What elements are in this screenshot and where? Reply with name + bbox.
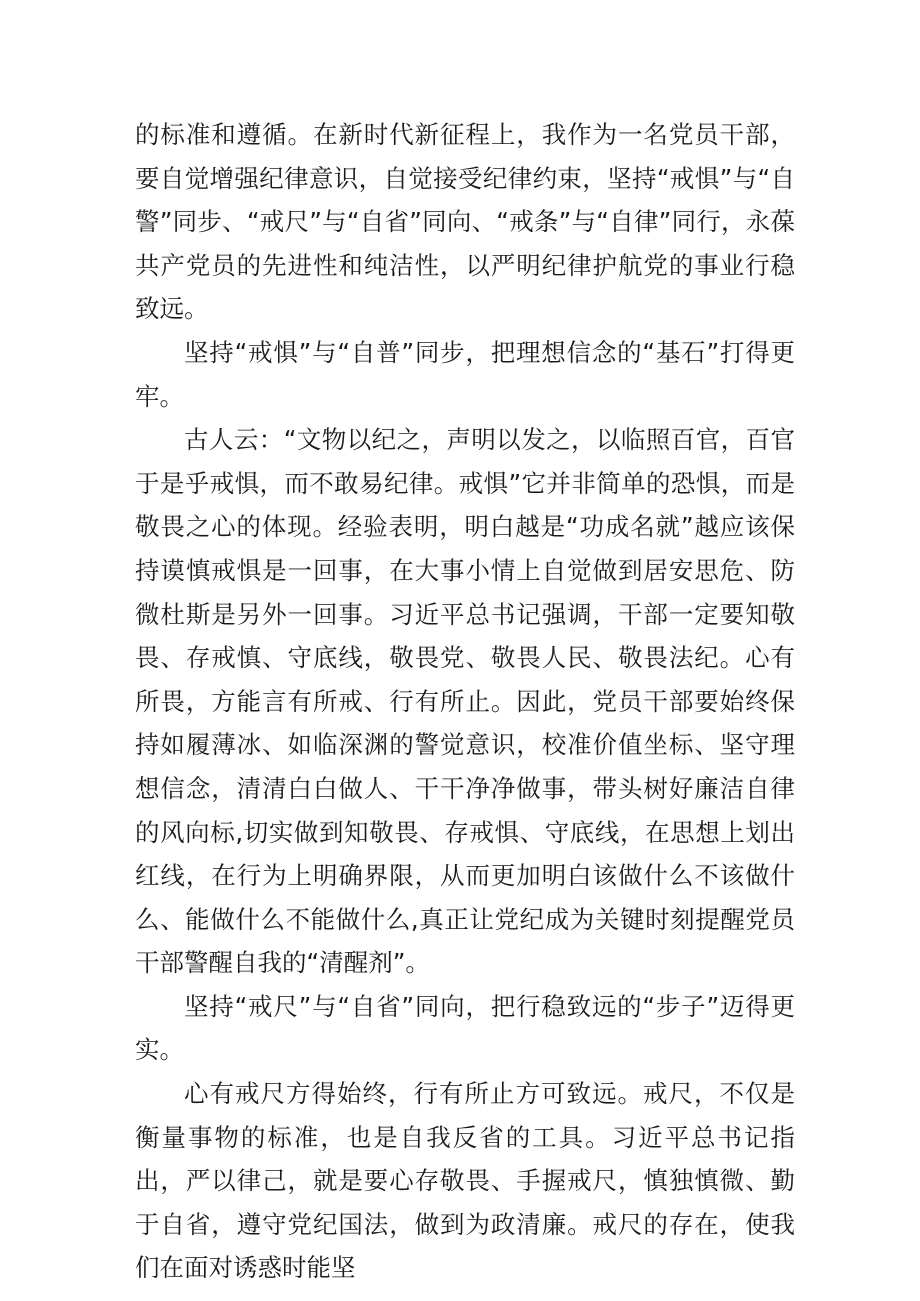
section-heading-discipline-ruler: 坚持“戒尺”与“自省”同向，把行稳致远的“步子”迈得更实。	[135, 991, 795, 1065]
document-body	[135, 113, 795, 1290]
paragraph-continuation: 的标准和遵循。在新时代新征程上，我作为一名党员干部，要自觉增强纪律意识，自觉接受纪律约束，坚持“戒惧”与“自警”同步、“戒尺”与“自省”同向、“戒条”与“自律”同行，永葆共产党员的先进性和纯洁性，以严明纪律护航党的事业行稳致远。	[135, 120, 795, 324]
paragraph-ancient-saying: 古人云：“文物以纪之，声明以发之，以临照百官，百官于是乎戒惧，而不敢易纪律。戒惧”它并非简单的恐惧，而是敬畏之心的体现。经验表明，明白越是“功成名就”越应该保持谟慎戒惧是一回事，在大事小情上自觉做到居安思危、防微杜斯是另外一回事。习近平总书记强调，干部一定要知敬畏、存戒慎、守底线，敬畏党、敬畏人民、敬畏法纪。心有所畏，方能言有所戒、行有所止。因此，党员干部要始终保持如履薄冰、如临深渊的警觉意识，校准价值坐标、坚守理想信念，清清白白做人、干干净净做事，带头树好廉洁自律的风向标,切实做到知敬畏、存戒惧、守底线，在思想上划出红线，在行为上明确界限，从而更加明白该做什么不该做什么、能做什么不能做什么,真正让党纪成为关键时刻提醒党员干部警醒自我的“清醒剂”。	[135, 425, 795, 978]
section-heading-discipline-fear: 坚持“戒惧”与“自普”同步，把理想信念的“基石”打得更牢。	[135, 337, 795, 411]
paragraph-ruler-reflection: 心有戒尺方得始终，行有所止方可致远。戒尺，不仅是衡量事物的标准，也是自我反省的工具。习近平总书记指出，严以律己，就是要心存敬畏、手握戒尺，慎独慎微、勤于自省，遵守党纪国法，做到为政清廉。戒尺的存在，使我们在面对诱惑时能坚	[135, 1079, 795, 1283]
